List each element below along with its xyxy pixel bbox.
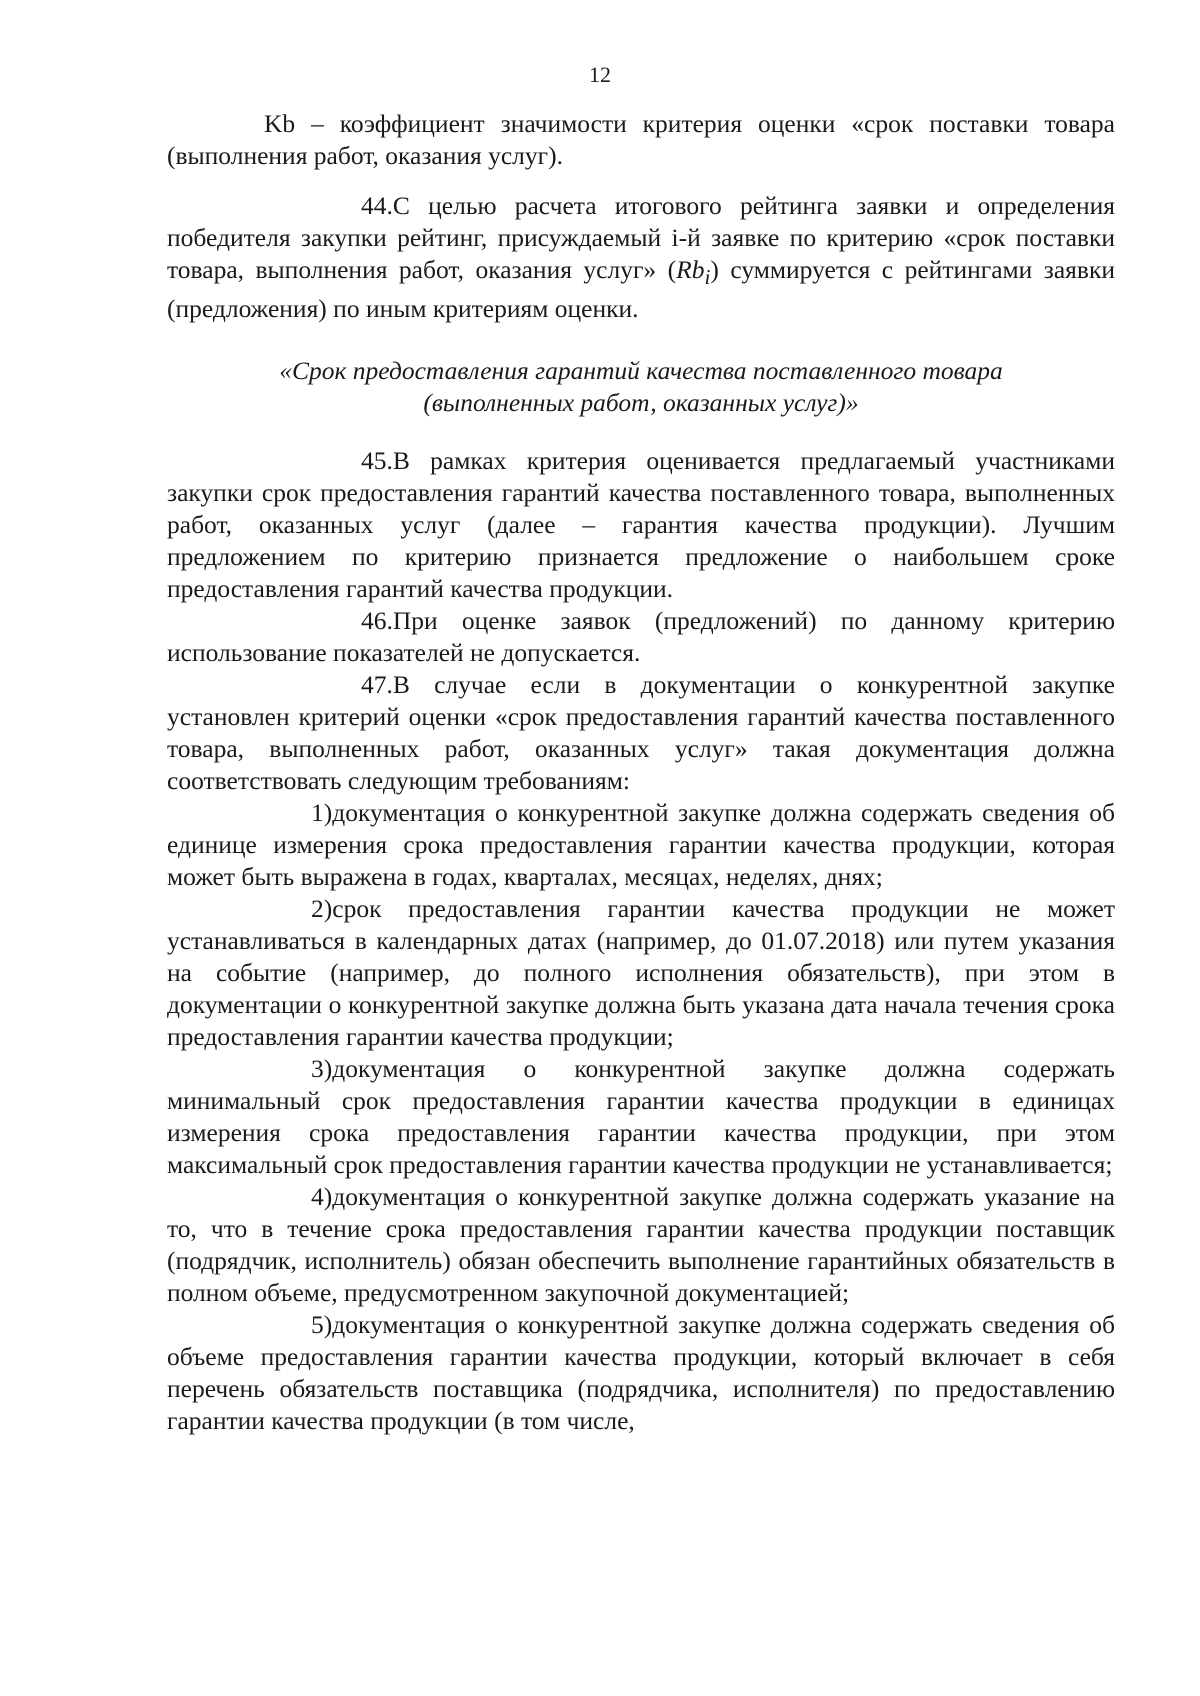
list-item-5 xyxy=(167,1309,1115,1437)
paragraph-kb-definition: Kb – коэффициент значимости критерия оценки «срок поставки товара (выполнения работ, оказания услуг). xyxy=(167,109,1115,170)
list-item-text: документация о конкурентной закупке должна содержать указание на то, что в течение срока предоставления гарантии качества продукции поставщик (подрядчик, исполнитель) обязан обеспечить выполнение гарантийных обязательств в полном объеме, предусмотренном закупочной документацией; xyxy=(167,1182,1115,1308)
section-heading xyxy=(167,355,1115,419)
heading-line: «Срок предоставления гарантий качества поставленного товара xyxy=(279,356,1003,386)
paragraph-45 xyxy=(167,445,1115,605)
list-item-number: 5) xyxy=(311,1310,333,1340)
paragraph-46 xyxy=(167,605,1115,669)
list-item-number: 4) xyxy=(311,1182,333,1212)
list-item-number: 1) xyxy=(311,798,333,828)
paragraph-number: 45. xyxy=(361,446,393,476)
list-item-number: 3) xyxy=(311,1054,333,1084)
paragraph-number: 44. xyxy=(361,191,393,220)
formula-variable: $Rb_i$ xyxy=(676,255,711,290)
paragraph-text: В рамках критерия оценивается предлагаемый участниками закупки срок предоставления гарантий качества поставленного товара, выполненных работ, оказанных услуг (далее – гарантия качества продукции). Лучшим предложением по критерию признается предложение о наибольшем сроке предоставления гарантий качества продукции. xyxy=(167,446,1115,604)
document-body xyxy=(167,108,1115,1437)
list-item-1 xyxy=(167,797,1115,893)
paragraph-47 xyxy=(167,669,1115,797)
page-number: 12 xyxy=(589,62,611,87)
list-item-text: документация о конкурентной закупке должна содержать минимальный срок предоставления гарантии качества продукции в единицах измерения срока предоставления гарантии качества продукции, при этом максимальный срок предоставления гарантии качества продукции не устанавливается; xyxy=(167,1054,1115,1180)
paragraph-44 xyxy=(167,190,1115,325)
list-item-2 xyxy=(167,893,1115,1053)
paragraph-text: При оценке заявок (предложений) по данному критерию использование показателей не допускается. xyxy=(167,606,1115,668)
paragraph-text: С целью расчета итогового рейтинга заявки и определения победителя закупки рейтинг, присуждаемый i-й заявке по критерию «срок поставки товара, выполнения работ, оказания услуг» ( xyxy=(167,191,1115,284)
paragraph-number: 46. xyxy=(361,606,393,636)
list-item-number: 2) xyxy=(311,894,333,924)
list-item-text: документация о конкурентной закупке должна содержать сведения об объеме предоставления гарантии качества продукции, который включает в себя перечень обязательств поставщика (подрядчика, исполнителя) по предоставлению гарантии качества продукции (в том числе, xyxy=(167,1310,1115,1436)
list-item-3 xyxy=(167,1053,1115,1181)
paragraph-text: В случае если в документации о конкурентной закупке установлен критерий оценки «срок предоставления гарантий качества поставленного товара, выполненных работ, оказанных услуг» такая документация должна соответствовать следующим требованиям: xyxy=(167,670,1115,796)
list-item-text: документация о конкурентной закупке должна содержать сведения об единице измерения срока предоставления гарантии качества продукции, которая может быть выражена в годах, кварталах, месяцах, неделях, днях; xyxy=(167,798,1115,892)
paragraph-number: 47. xyxy=(361,670,393,700)
paragraph-text: ) суммируется с рейтингами заявки (предложения) по иным критериям оценки. xyxy=(167,255,1115,324)
list-item-4 xyxy=(167,1181,1115,1309)
heading-line: (выполненных работ, оказанных услуг)» xyxy=(423,388,859,418)
list-item-text: срок предоставления гарантии качества продукции не может устанавливаться в календарных датах (например, до 01.07.2018) или путем указания на событие (например, до полного исполнения обязательств), при этом в документации о конкурентной закупке должна быть указана дата начала течения срока предоставления гарантии качества продукции; xyxy=(167,894,1115,1052)
